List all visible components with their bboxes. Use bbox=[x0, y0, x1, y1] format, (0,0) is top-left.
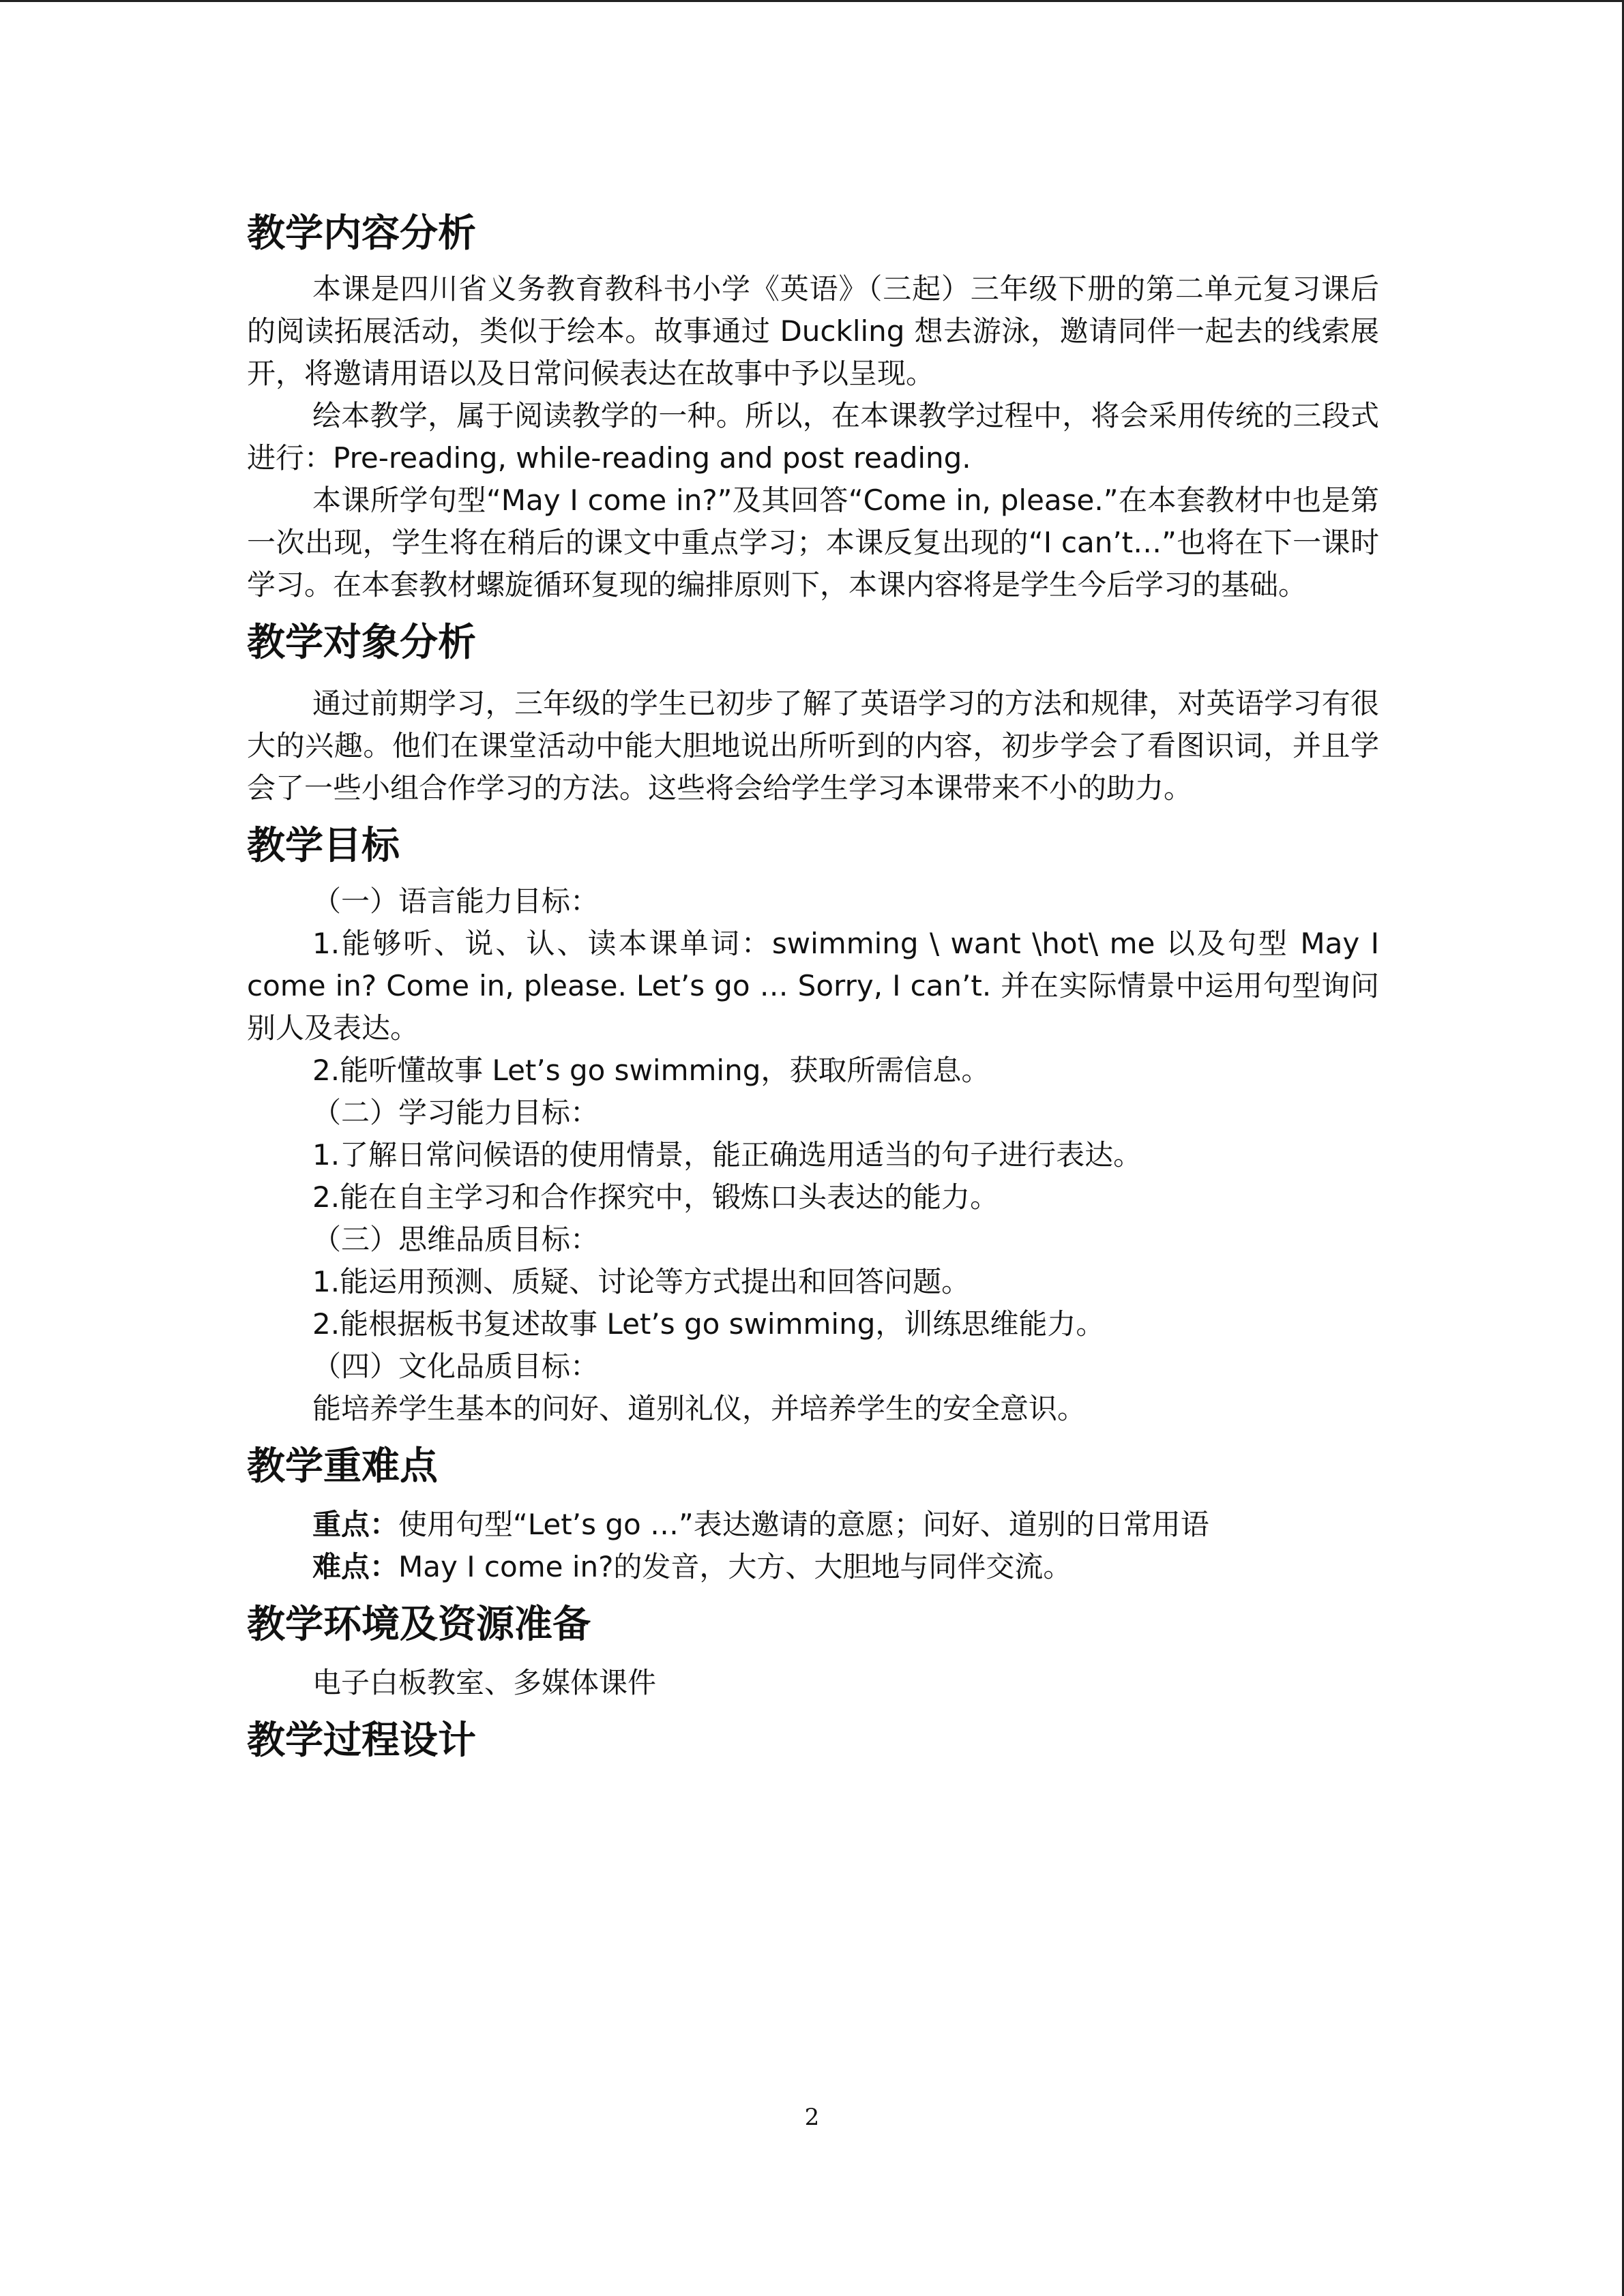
section-heading-content-analysis: 教学内容分析 bbox=[247, 211, 476, 256]
paragraph: 本课所学句型“May I come in?”及其回答“Come in, please.”在本套教材中也是第一次出现，学生将在稍后的课文中重点学习；本课反复出现的“I can’t…”也将在下一课时学习。在本套教材螺旋循环复现的编排原则下，本课内容将是学生今后学习的基础。 bbox=[247, 483, 1379, 601]
environment-text: 电子白板教室、多媒体课件 bbox=[312, 1666, 657, 1699]
objective-item: 1.了解日常问候语的使用情景，能正确选用适当的句子进行表达。 bbox=[312, 1138, 1142, 1172]
section-heading-key-points: 教学重难点 bbox=[247, 1444, 438, 1489]
objective-item: 2.能在自主学习和合作探究中，锻炼口头表达的能力。 bbox=[312, 1180, 999, 1214]
objective-subheading: （二）学习能力目标： bbox=[312, 1096, 600, 1129]
page-number: 2 bbox=[804, 2104, 820, 2131]
focus-label: 重点： bbox=[312, 1508, 399, 1541]
key-point-focus bbox=[247, 1504, 1379, 1546]
section-heading-student-analysis: 教学对象分析 bbox=[247, 621, 476, 665]
section-heading-objectives: 教学目标 bbox=[247, 824, 400, 868]
section-heading-process: 教学过程设计 bbox=[247, 1718, 476, 1763]
difficulty-text: May I come in?的发音，大方、大胆地与同伴交流。 bbox=[398, 1550, 1072, 1583]
objective-subheading: （三）思维品质目标： bbox=[312, 1223, 600, 1256]
section-heading-environment: 教学环境及资源准备 bbox=[247, 1602, 591, 1647]
objective-item: 1.能够听、说、认、读本课单词：swimming \ want \hot\ me 以及句型 May I come in? Come in, please. Let’s go … Sorry, I can’t. 并在实际情景中运用句型询问别人及表达。 bbox=[247, 927, 1379, 1045]
page-content bbox=[247, 207, 1379, 1768]
objective-item: 2.能根据板书复述故事 Let’s go swimming，训练思维能力。 bbox=[312, 1307, 1105, 1341]
objective-item: 能培养学生基本的问好、道别礼仪，并培养学生的安全意识。 bbox=[312, 1392, 1087, 1425]
difficulty-label: 难点： bbox=[312, 1550, 399, 1583]
objective-subheading: （四）文化品质目标： bbox=[312, 1350, 600, 1383]
objective-item: 2.能听懂故事 Let’s go swimming，获取所需信息。 bbox=[312, 1054, 990, 1087]
key-point-difficulty bbox=[247, 1546, 1379, 1588]
paragraph: 通过前期学习，三年级的学生已初步了解了英语学习的方法和规律，对英语学习有很大的兴趣。他们在课堂活动中能大胆地说出所听到的内容，初步学会了看图识词，并且学会了一些小组合作学习的方法。这些将会给学生学习本课带来不小的助力。 bbox=[247, 687, 1379, 805]
objective-item: 1.能运用预测、质疑、讨论等方式提出和回答问题。 bbox=[312, 1265, 971, 1298]
paragraph: 绘本教学，属于阅读教学的一种。所以，在本课教学过程中，将会采用传统的三段式进行：Pre-reading, while-reading and post reading. bbox=[247, 399, 1379, 475]
paragraph: 本课是四川省义务教育教科书小学《英语》（三起）三年级下册的第二单元复习课后的阅读拓展活动，类似于绘本。故事通过 Duckling 想去游泳，邀请同伴一起去的线索展开，将邀请用语以及日常问候表达在故事中予以呈现。 bbox=[247, 272, 1379, 390]
focus-text: 使用句型“Let’s go …”表达邀请的意愿；问好、道别的日常用语 bbox=[398, 1508, 1209, 1541]
objective-subheading: （一）语言能力目标： bbox=[312, 884, 600, 918]
